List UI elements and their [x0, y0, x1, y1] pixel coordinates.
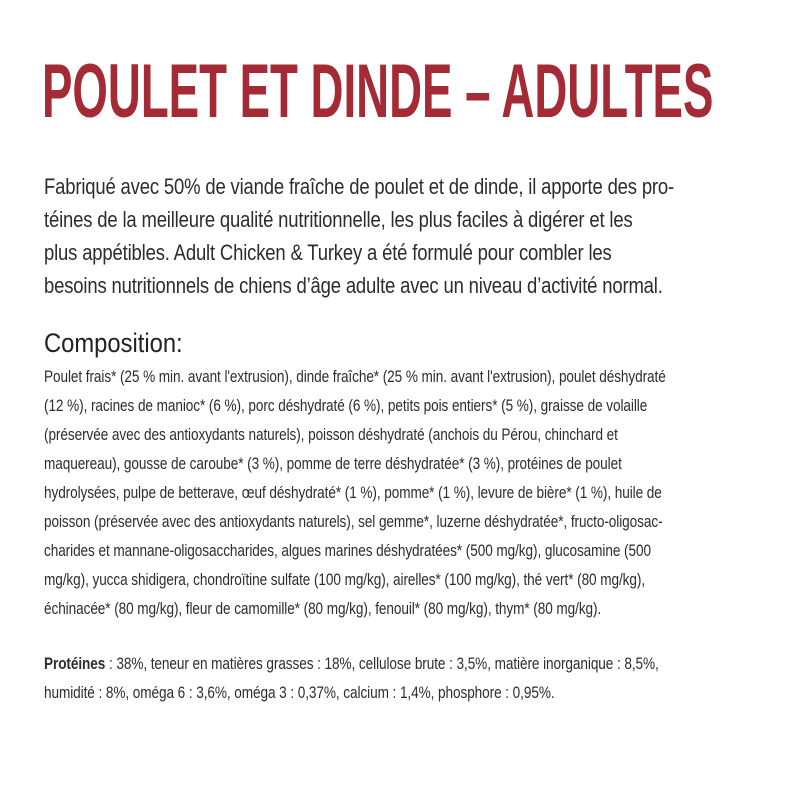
- composition-line-8: mg/kg), yucca shidigera, chondroïtine sulfate (100 mg/kg), airelles* (100 mg/kg), thé vert* (80 mg/kg),: [44, 570, 646, 589]
- analysis-line-2: humidité : 8%, oméga 6 : 3,6%, oméga 3 : 0,37%, calcium : 1,4%, phosphore : 0,95%.: [44, 683, 555, 702]
- composition-line-3: (préservée avec des antioxydants naturels), poisson déshydraté (anchois du Pérou, chinchard et: [44, 425, 618, 444]
- analysis-line-1-rest: : 38%, teneur en matières grasses : 18%, cellulose brute : 3,5%, matière inorganique : 8,5%,: [105, 654, 659, 673]
- composition-paragraph: [44, 362, 780, 623]
- intro-line-2: téines de la meilleure qualité nutritionnelle, les plus faciles à digérer et les: [44, 207, 633, 232]
- intro-line-4: besoins nutritionnels de chiens d’âge adulte avec un niveau d’activité normal.: [44, 273, 663, 298]
- composition-line-5: hydrolysées, pulpe de betterave, œuf déshydraté* (1 %), pomme* (1 %), levure de bière* (1 %), huile de: [44, 483, 662, 502]
- page-title: POULET ET DINDE – ADULTES: [42, 49, 714, 134]
- composition-line-9: échinacée* (80 mg/kg), fleur de camomille* (80 mg/kg), fenouil* (80 mg/kg), thym* (80 mg/kg).: [44, 599, 602, 618]
- intro-line-1: Fabriqué avec 50% de viande fraîche de poulet et de dinde, il apporte des pro-: [44, 174, 675, 199]
- intro-line-3: plus appétibles. Adult Chicken & Turkey a été formulé pour combler les: [44, 240, 612, 265]
- composition-line-7: charides et mannane-oligosaccharides, algues marines déshydratées* (500 mg/kg), glucosamine (500: [44, 541, 651, 560]
- composition-line-4: maquereau), gousse de caroube* (3 %), pomme de terre déshydratée* (3 %), protéines de poulet: [44, 454, 622, 473]
- composition-line-1: Poulet frais* (25 % min. avant l'extrusion), dinde fraîche* (25 % min. avant l'extrusion), poulet déshydraté: [44, 367, 666, 386]
- analytical-constituents-paragraph: [44, 649, 780, 707]
- intro-paragraph: [44, 170, 766, 302]
- analysis-line-1: [44, 649, 780, 678]
- composition-line-2: (12 %), racines de manioc* (6 %), porc déshydraté (6 %), petits pois entiers* (5 %), graisse de volaille: [44, 396, 648, 415]
- composition-heading: Composition:: [44, 328, 183, 358]
- analysis-label: Protéines: [44, 654, 106, 673]
- composition-line-6: poisson (préservée avec des antioxydants naturels), sel gemme*, luzerne déshydratée*, fructo-oligosac-: [44, 512, 663, 531]
